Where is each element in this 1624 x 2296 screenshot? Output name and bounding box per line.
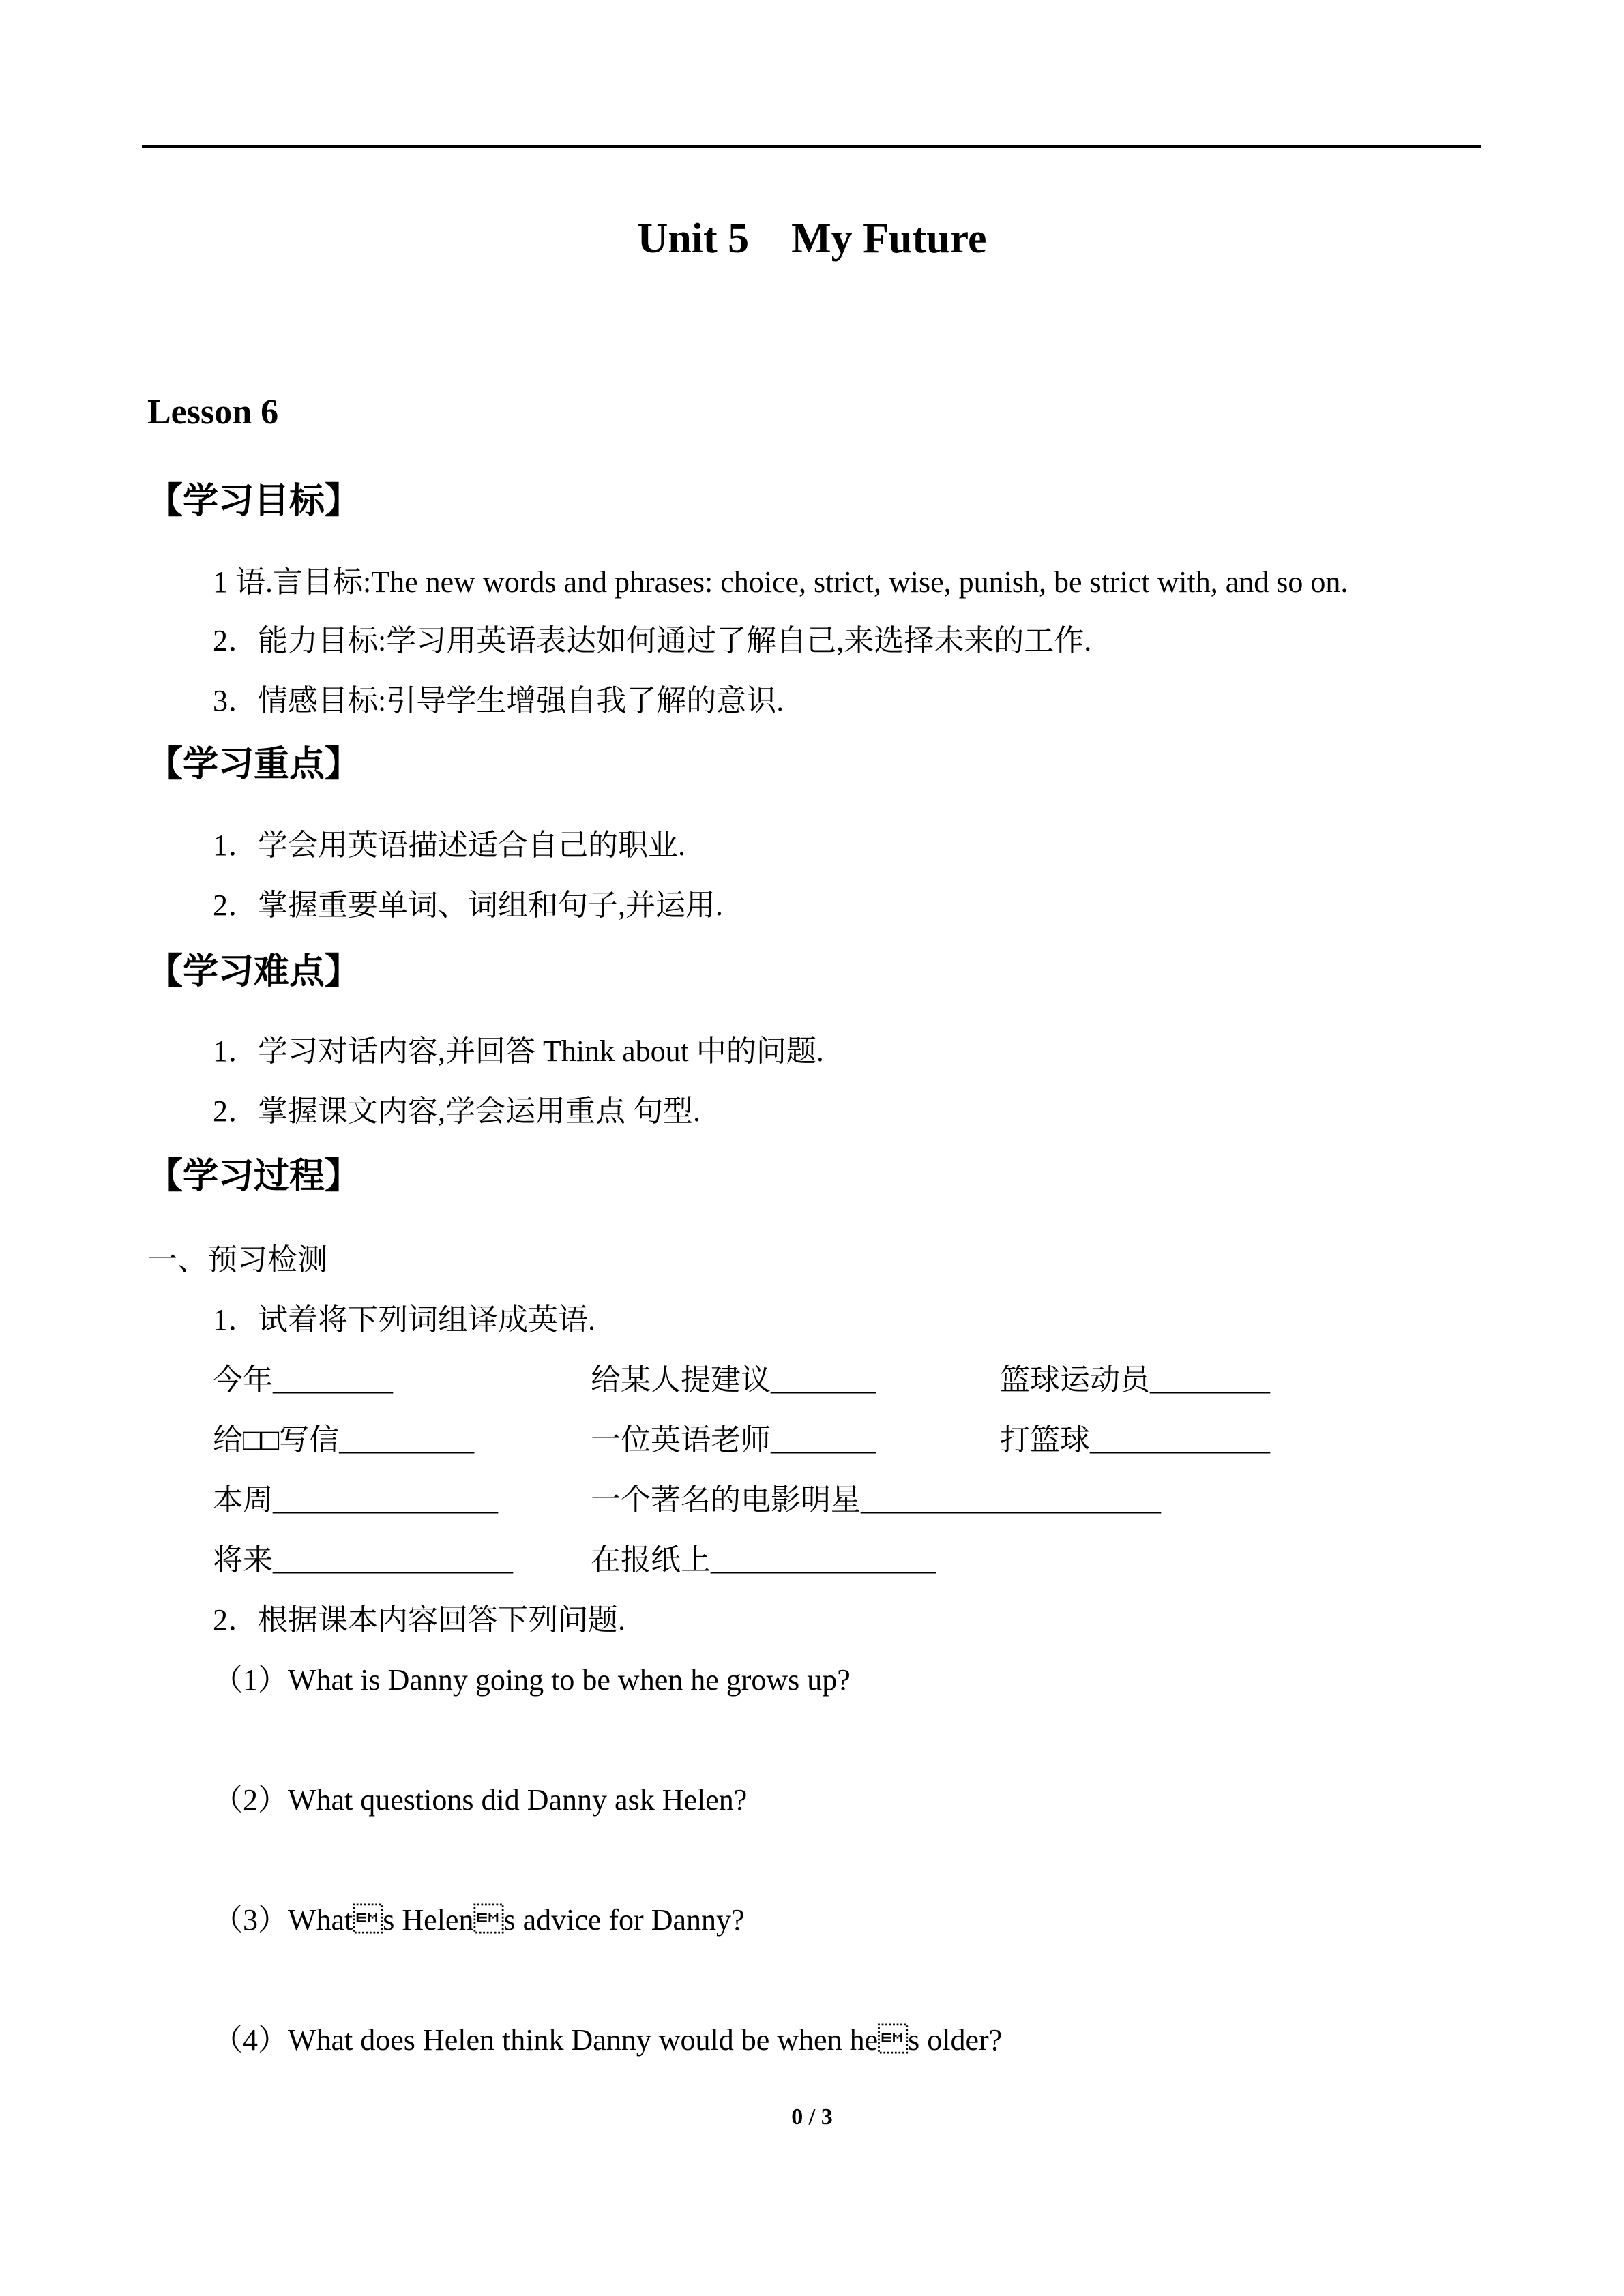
question-item: （1）What is Danny going to be when he grows up?: [213, 1663, 851, 1697]
page-number: 0 / 3: [791, 2104, 833, 2130]
key-point-item: 2．掌握重要单词、词组和句子,并运用.: [213, 889, 723, 922]
phrase-blank[interactable]: 将来________________: [213, 1543, 513, 1577]
question-item: （4）What does Helen think Danny would be when hes older?: [213, 2023, 1003, 2057]
question-item: （2）What questions did Danny ask Helen?: [213, 1783, 748, 1817]
task-1-instruction: 1．试着将下列词组译成英语.: [213, 1303, 595, 1337]
phrase-blank[interactable]: 给□□写信_________: [213, 1423, 475, 1457]
phrase-blank[interactable]: 打篮球____________: [1000, 1423, 1270, 1457]
phrase-blank[interactable]: 给某人提建议_______: [591, 1363, 876, 1397]
page-title: Unit 5 My Future: [637, 215, 987, 262]
section-heading-difficulties: 【学习难点】: [147, 951, 361, 992]
difficulty-item: 1．学习对话内容,并回答 Think about 中的问题.: [213, 1034, 824, 1068]
difficulty-item: 2．掌握课文内容,学会运用重点 句型.: [213, 1094, 700, 1128]
lesson-heading: Lesson 6: [147, 393, 279, 432]
section-heading-key-points: 【学习重点】: [147, 744, 361, 785]
phrase-blank[interactable]: 一个著名的电影明星____________________: [591, 1483, 1161, 1517]
key-point-item: 1．学会用英语描述适合自己的职业.: [213, 829, 685, 862]
section-heading-objectives: 【学习目标】: [147, 481, 361, 522]
phrase-blank[interactable]: 今年________: [213, 1363, 393, 1397]
section-heading-process: 【学习过程】: [147, 1156, 361, 1197]
question-item: （3）Whats Helens advice for Danny?: [213, 1903, 745, 1937]
phrase-blank[interactable]: 一位英语老师_______: [591, 1423, 876, 1457]
objective-item: 2．能力目标:学习用英语表达如何通过了解自己,来选择未来的工作.: [213, 624, 1092, 657]
header-rule: [142, 145, 1481, 148]
phrase-blank[interactable]: 本周_______________: [213, 1483, 498, 1517]
objective-item: 3．情感目标:引导学生增强自我了解的意识.: [213, 684, 784, 717]
phrase-blank[interactable]: 篮球运动员________: [1000, 1363, 1270, 1397]
preview-check-heading: 一、预习检测: [147, 1243, 327, 1277]
task-2-instruction: 2．根据课本内容回答下列问题.: [213, 1603, 625, 1637]
phrase-blank[interactable]: 在报纸上_______________: [591, 1543, 936, 1577]
objective-item: 1 语.言目标:The new words and phrases: choice, strict, wise, punish, be strict with, and so on.: [213, 565, 1348, 599]
